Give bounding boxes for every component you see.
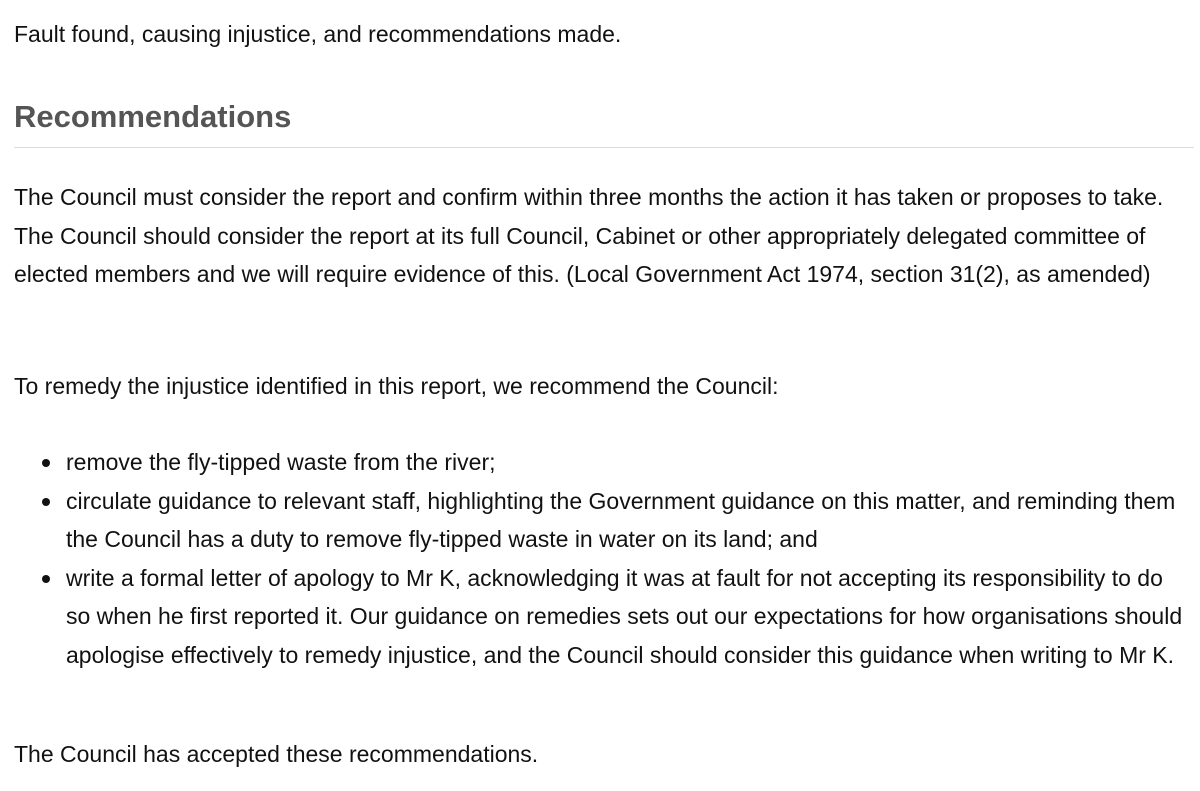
list-item (14, 443, 1186, 482)
list-item (14, 482, 1186, 559)
summary-text: Fault found, causing injustice, and recommendations made. (14, 21, 622, 47)
heading-divider (14, 147, 1194, 148)
closing-statement: The Council has accepted these recommendations. (14, 741, 539, 767)
list-item (14, 559, 1186, 675)
recommendation-list (14, 443, 1186, 674)
list-item-text: remove the fly-tipped waste from the river; (66, 449, 496, 475)
remedy-intro-paragraph: To remedy the injustice identified in this report, we recommend the Council: (14, 373, 779, 399)
council-action-paragraph: The Council must consider the report and confirm within three months the action it has taken or proposes to take. The Council should consider the report at its full Council, Cabinet or other appropriately delegated committee of elected members and we will require evidence of this. (Local Government Act 1974, section 31(2), as amended) (14, 184, 1164, 287)
bullet-icon (42, 575, 50, 583)
list-item-text: write a formal letter of apology to Mr K, acknowledging it was at fault for not accepting its responsibility to do so when he first reported it. Our guidance on remedies sets out our expectations for how organisations should apologise effectively to remedy injustice, and the Council should consider this guidance when writing to Mr K. (66, 564, 1183, 668)
list-item-text: circulate guidance to relevant staff, highlighting the Government guidance on this matter, and reminding them the Council has a duty to remove fly-tipped waste in water on its land; and (66, 487, 1176, 552)
bullet-icon (42, 498, 50, 506)
section-heading-recommendations: Recommendations (14, 99, 292, 134)
bullet-icon (42, 459, 50, 467)
